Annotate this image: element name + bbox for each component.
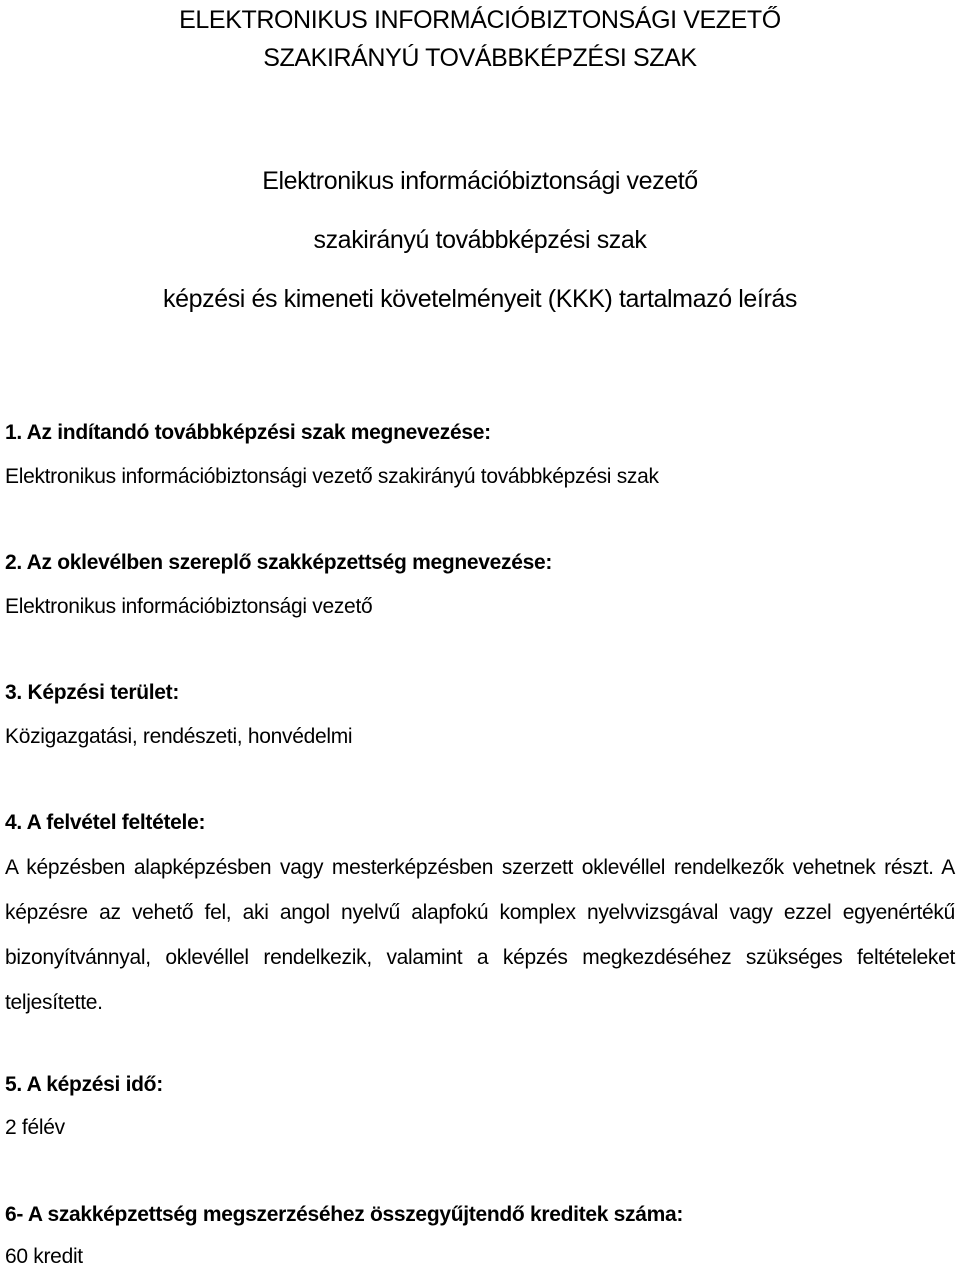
section-4-body-line: A képzésben alapképzésben vagy mesterképzésben szerzett oklevéllel rendelkezők vehetnek részt. A	[5, 856, 955, 879]
document-subtitle-line-2: szakirányú továbbképzési szak	[313, 226, 647, 254]
document-subtitle-line-3: képzési és kimeneti követelményeit (KKK) tartalmazó leírás	[162, 285, 797, 313]
document-title-line-1: ELEKTRONIKUS INFORMÁCIÓBIZTONSÁGI VEZETŐ	[179, 6, 781, 34]
document-subtitle-line-1: Elektronikus információbiztonsági vezető	[262, 167, 698, 195]
section-2-body: Elektronikus információbiztonsági vezető	[5, 595, 373, 618]
section-6-body: 60 kredit	[5, 1245, 83, 1268]
section-6-heading: 6- A szakképzettség megszerzéséhez összegyűjtendő kreditek száma:	[5, 1203, 684, 1226]
section-4-body-line: bizonyítvánnyal, oklevéllel rendelkezik, valamint a képzés megkezdéséhez szükséges feltételeket	[5, 946, 955, 969]
document-title-line-2: SZAKIRÁNYÚ TOVÁBBKÉPZÉSI SZAK	[263, 44, 697, 72]
section-3-heading: 3. Képzési terület:	[5, 681, 180, 704]
section-5-body: 2 félév	[5, 1116, 65, 1139]
section-5-heading: 5. A képzési idő:	[5, 1073, 163, 1096]
section-4-heading: 4. A felvétel feltétele:	[5, 811, 206, 834]
section-3-body: Közigazgatási, rendészeti, honvédelmi	[5, 725, 353, 748]
section-4-body-line: teljesítette.	[5, 991, 103, 1014]
section-1-body: Elektronikus információbiztonsági vezető szakirányú továbbképzési szak	[5, 465, 659, 488]
section-1-heading: 1. Az indítandó továbbképzési szak megnevezése:	[5, 421, 491, 444]
section-4-body-line: képzésre az vehető fel, aki angol nyelvű alapfokú komplex nyelvvizsgával vagy ezzel egyenértékű	[5, 901, 955, 924]
section-4-body	[5, 855, 955, 1035]
section-2-heading: 2. Az oklevélben szereplő szakképzettség megnevezése:	[5, 551, 553, 574]
